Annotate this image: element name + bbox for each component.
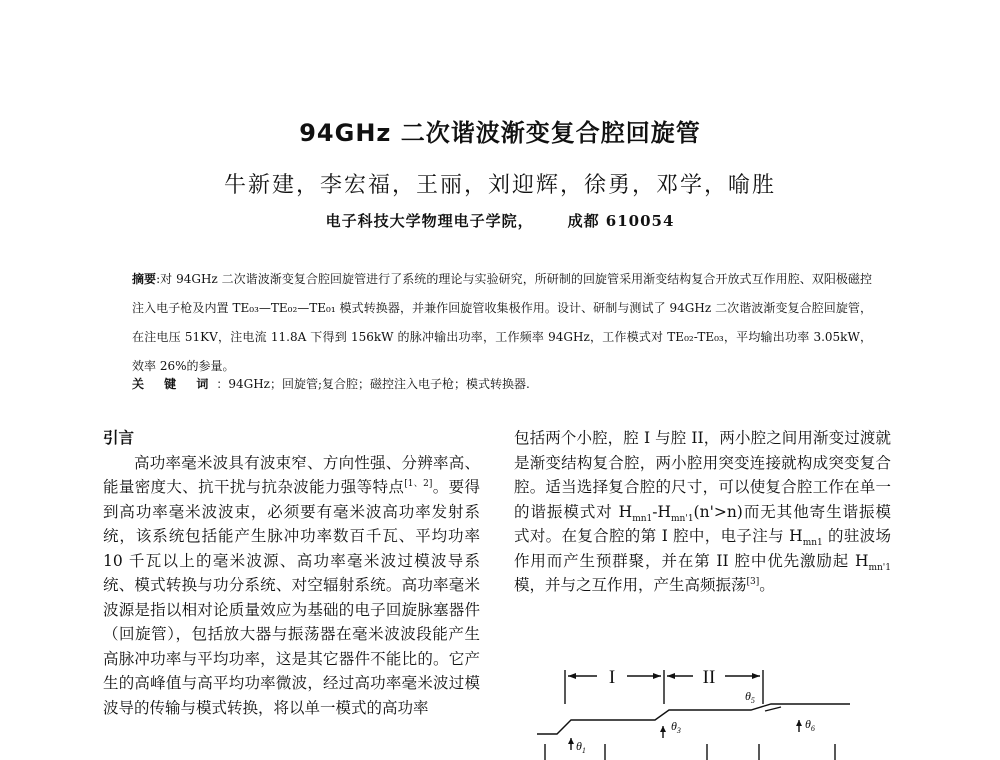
theta3-label: $\theta_3$ xyxy=(671,719,681,735)
cavity1-label: I xyxy=(608,667,616,688)
angle-arrowhead-6 xyxy=(796,720,802,726)
theta5-label: $\theta_5$ xyxy=(745,689,755,705)
theta6-label: $\theta_6$ xyxy=(805,717,815,733)
arrowhead-right xyxy=(752,673,760,679)
affiliation-city: 成都 610054 xyxy=(567,212,675,230)
abstract-text: :对 94GHz 二次谐波渐变复合腔回旋管进行了系统的理论与实验研究，所研制的回旋管采用渐变结构复合开放式互作用腔、双阳极磁控注入电子枪及内置 TE₀₃—TE₀₂—TE₀₁ 模式转换器，并兼作回旋管收集极作用。设计、研制与测试了 94GHz 二次谐波渐变复合腔回旋管，在注电压 51KV，注电流 11.8A 下得到 156kW 的脉冲输出功率，工作频率 94GHz，工作模式对 TE₀₂-TE₀₃，平均输出功率 3.05kW，效率 26%的参量。 xyxy=(132,272,872,373)
abstract xyxy=(132,265,872,381)
arrowhead-left xyxy=(568,673,576,679)
intro-paragraph xyxy=(103,451,480,721)
affiliation-institution: 电子科技大学物理电子学院， xyxy=(325,212,534,230)
arrowhead-mid-b xyxy=(667,673,675,679)
arrowhead-mid-a xyxy=(653,673,661,679)
paper-title: 94GHz 二次谐波渐变复合腔回旋管 xyxy=(299,119,701,147)
right-column xyxy=(514,426,891,598)
theta1-label: $\theta_1$ xyxy=(576,739,586,755)
cavity-wall-profile xyxy=(537,704,850,734)
keywords xyxy=(132,374,872,394)
mode-h-mnp1-symbol: $H_{mn'1}$ xyxy=(854,551,891,573)
left-column xyxy=(103,426,480,720)
mode-h-mn1-symbol: $H_{mn1}$ xyxy=(789,527,823,549)
author-list: 牛新建，李宏福，王丽，刘迎辉，徐勇，邓学，喻胜 xyxy=(223,173,776,198)
cavity-paragraph xyxy=(514,426,891,598)
cavity-text-part-c: 的驻波场作用而产生预群聚，并在第 II 腔中优先激励起 xyxy=(514,527,891,570)
intro-text-part2: 。要得到高功率毫米波波束，必须要有毫米波高功率发射系统，该系统包括能产生脉冲功率数百千瓦、平均功率 10 千瓦以上的毫米波源、高功率毫米波过模波导系统、模式转换与功分系统、对空辐射系统。高功率毫米波源是指以相对论质量效应为基础的电子回旋脉塞器件（回旋管），包括放大器与振荡器在毫米波波段能产生高脉冲功率与平均功率，这是其它器件不能比的。它产生的高峰值与高平均功率微波，经过高功率毫米波过模波导的传输与模式转换，将以单一模式的高功率 xyxy=(103,478,480,717)
mode-pair-symbol: $H_{mn1}-H_{mn'1}$ xyxy=(618,502,694,524)
keywords-text: ：94GHz；回旋管;复合腔；磁控注入电子枪；模式转换器. xyxy=(216,377,530,391)
cavity-text-part-b: (n'>n)而无其他寄生谐振模式对。在复合腔的第 I 腔中，电子注与 xyxy=(514,502,891,545)
cavity-diagram-svg xyxy=(535,664,865,760)
intro-text-part1: 高功率毫米波具有波束窄、方向性强、分辨率高、能量密度大、抗干扰与抗杂波能力强等特点 xyxy=(103,453,480,496)
keywords-label: 关 键 词 xyxy=(132,377,217,391)
cavity-text-part-a: 包括两个小腔，腔 I 与腔 II，两小腔之间用渐变过渡就是渐变结构复合腔，两小腔用突变连接就构成突变复合腔。适当选择复合腔的尺寸，可以使复合腔工作在单一的谐振模式对 xyxy=(514,429,891,521)
affiliation xyxy=(0,210,1000,231)
cavity-diagram xyxy=(535,664,865,760)
cavity-text-part-e: 。 xyxy=(759,576,775,594)
citation-ref-3: [3] xyxy=(746,576,760,587)
abstract-label: 摘要 xyxy=(132,272,157,286)
cavity2-label: II xyxy=(702,667,716,688)
angle-arrowhead-1 xyxy=(568,738,574,744)
angle-indicator-5 xyxy=(765,707,781,711)
citation-ref-1-2: [1、2] xyxy=(404,478,433,489)
cavity-text-part-d: 模，并与之互作用，产生高频振荡 xyxy=(514,576,747,594)
section-heading-introduction: 引言 xyxy=(103,429,135,447)
angle-arrowhead-3 xyxy=(660,726,666,732)
